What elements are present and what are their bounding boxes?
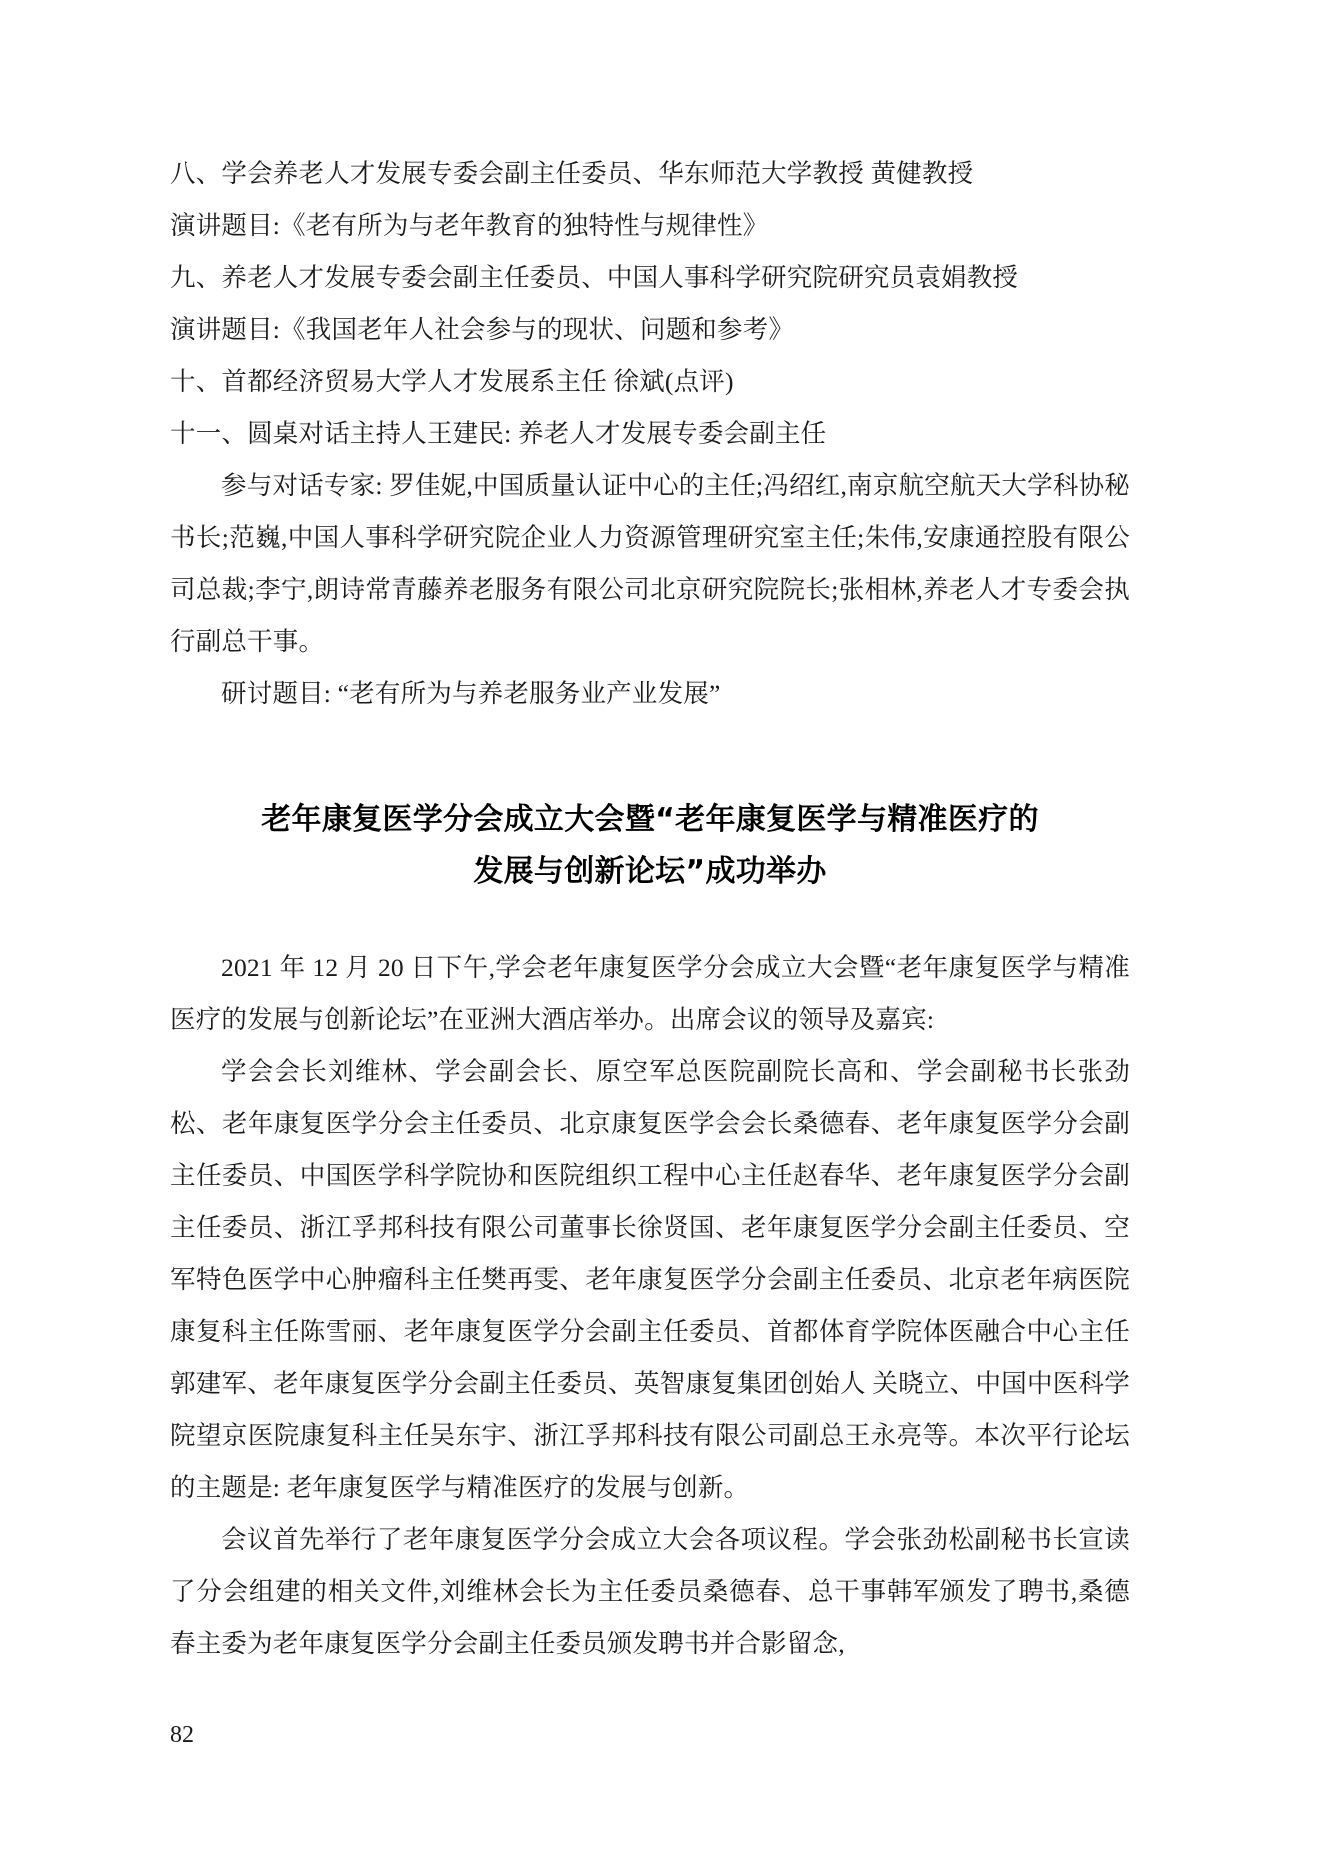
spacer-after-title bbox=[170, 898, 1130, 942]
article-paragraph-2: 学会会长刘维林、学会副会长、原空军总医院副院长高和、学会副秘书长张劲松、老年康复医学分会主任委员、北京康复医学会会长桑德春、老年康复医学分会副主任委员、中国医学科学院协和医院组织工程中心主任赵春华、老年康复医学分会副主任委员、浙江孚邦科技有限公司董事长徐贤国、老年康复医学分会副主任委员、空军特色医学中心肿瘤科主任樊再雯、老年康复医学分会副主任委员、北京老年病医院康复科主任陈雪丽、老年康复医学分会副主任委员、首都体育学院体医融合中心主任郭建军、老年康复医学分会副主任委员、英智康复集团创始人 关晓立、中国中医科学院望京医院康复科主任吴东宇、浙江孚邦科技有限公司副总王永亮等。本次平行论坛的主题是: 老年康复医学与精准医疗的发展与创新。 bbox=[170, 1057, 1130, 1502]
article-paragraph-3: 会议首先举行了老年康复医学分会成立大会各项议程。学会张劲松副秘书长宣读了分会组建的相关文件,刘维林会长为主任委员桑德春、总干事韩军颁发了聘书,桑德春主委为老年康复医学分会副主任委员颁发聘书并合影留念, bbox=[170, 1525, 1130, 1658]
article-title-line-2: 发展与创新论坛”成功举办 bbox=[473, 854, 827, 889]
agenda-line-8: 八、学会养老人才发展专委会副主任委员、华东师范大学教授 黄健教授 bbox=[170, 159, 974, 188]
article-paragraph-1: 2021 年 12 月 20 日下午,学会老年康复医学分会成立大会暨“老年康复医学与精准医疗的发展与创新论坛”在亚洲大酒店举办。出席会议的领导及嘉宾: bbox=[170, 953, 1130, 1034]
page-number: 82 bbox=[170, 1722, 194, 1748]
seminar-topic-paragraph: 研讨题目: “老有所为与养老服务业产业发展” bbox=[221, 679, 721, 708]
top-section bbox=[170, 148, 1130, 720]
agenda-line-11: 十一、圆桌对话主持人王建民: 养老人才发展专委会副主任 bbox=[170, 419, 827, 448]
spacer-before-title bbox=[170, 720, 1130, 794]
page-content bbox=[170, 148, 1130, 1670]
article-title-line-1: 老年康复医学分会成立大会暨“老年康复医学与精准医疗的 bbox=[261, 802, 1039, 837]
agenda-line-9: 九、养老人才发展专委会副主任委员、中国人事科学研究院研究员袁娟教授 bbox=[170, 263, 1019, 292]
dialogue-experts-paragraph: 参与对话专家: 罗佳妮,中国质量认证中心的主任;冯绍红,南京航空航天大学科协秘书长;范巍,中国人事科学研究院企业人力资源管理研究室主任;朱伟,安康通控股有限公司总裁;李宁,朗诗常青藤养老服务有限公司北京研究院院长;张相林,养老人才专委会执行副总干事。 bbox=[170, 471, 1130, 656]
agenda-line-9-topic: 演讲题目:《我国老年人社会参与的现状、问题和参考》 bbox=[170, 315, 795, 344]
agenda-line-8-topic: 演讲题目:《老有所为与老年教育的独特性与规律性》 bbox=[170, 211, 769, 240]
article-body bbox=[170, 942, 1130, 1670]
agenda-line-10: 十、首都经济贸易大学人才发展系主任 徐斌(点评) bbox=[170, 367, 734, 396]
article-title bbox=[170, 794, 1130, 898]
